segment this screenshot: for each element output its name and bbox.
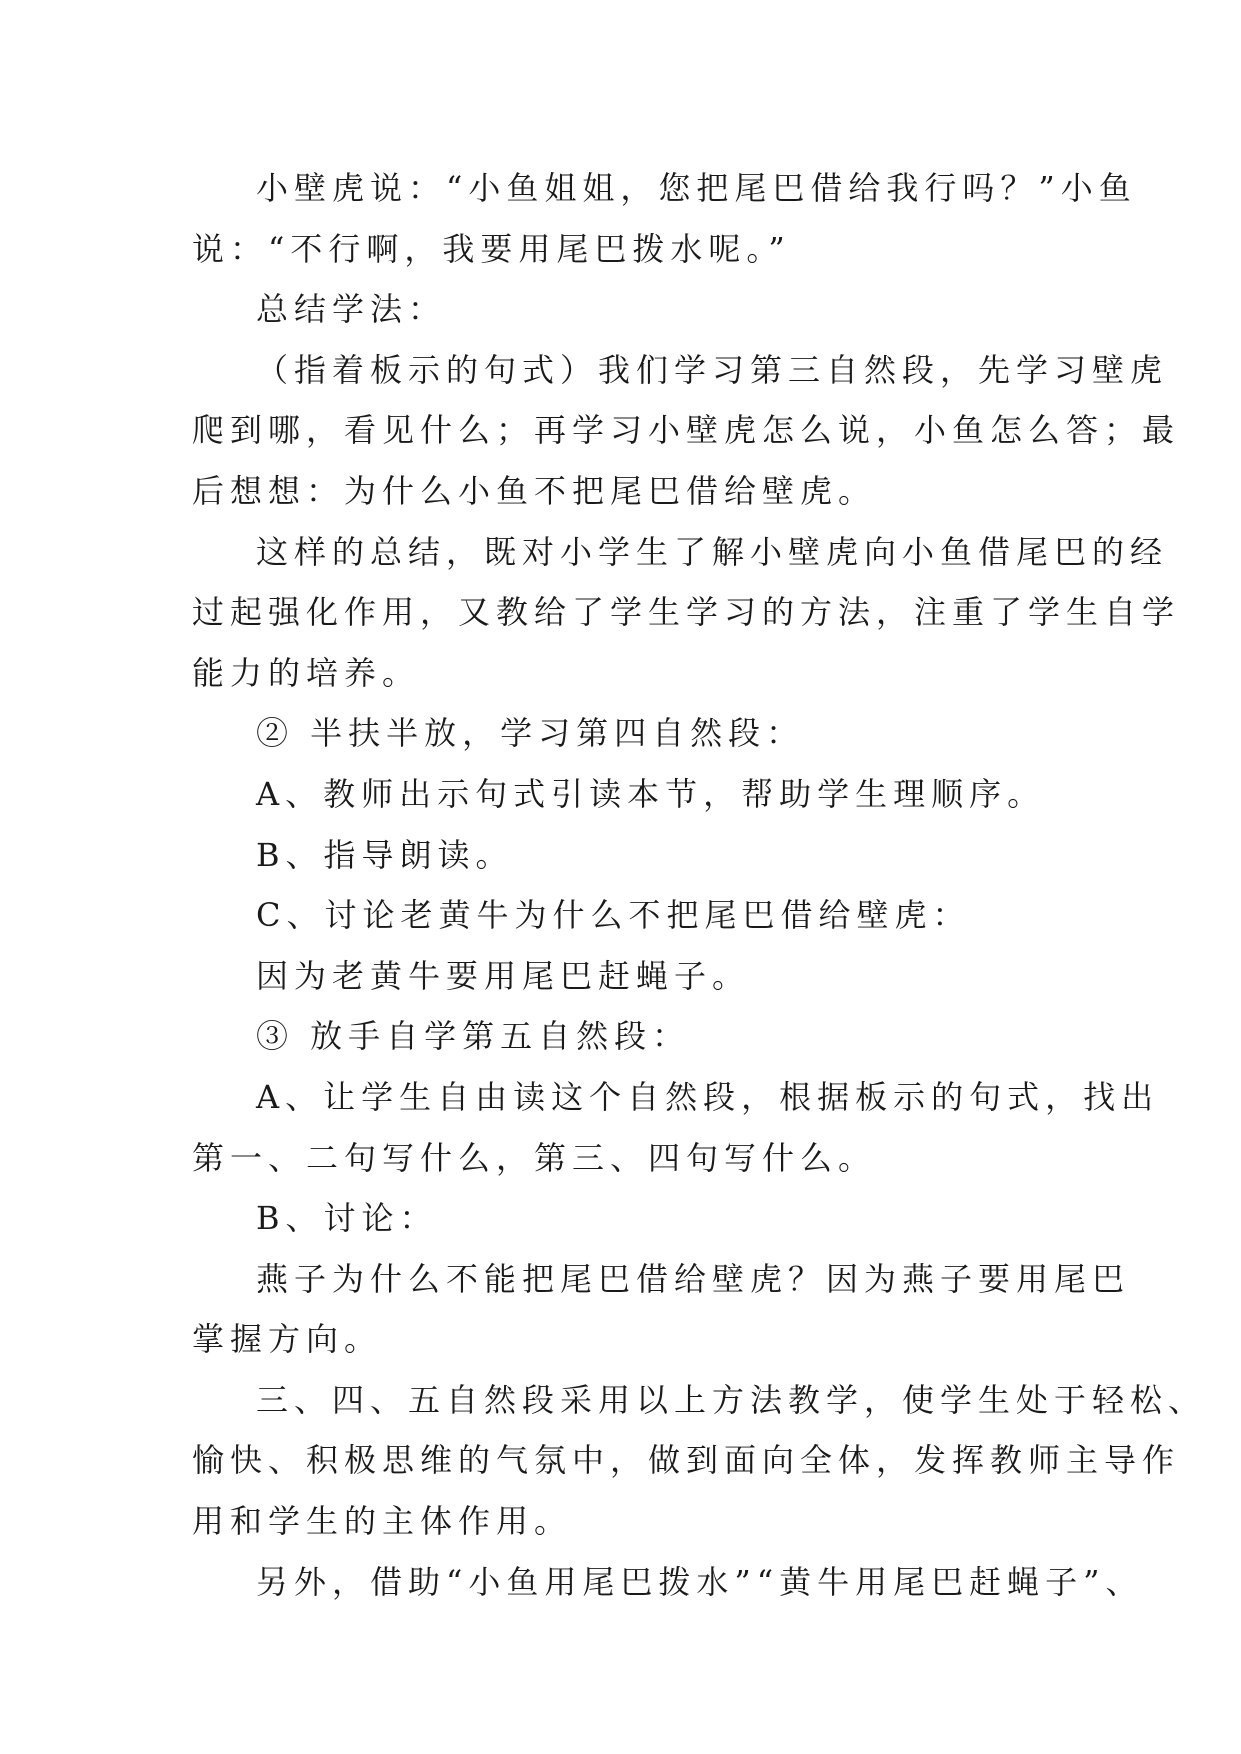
- list-item: ③ 放手自学第五自然段：: [256, 1017, 691, 1056]
- text-line: 小壁虎说：“小鱼姐姐，您把尾巴借给我行吗？”小鱼: [256, 169, 1137, 207]
- text-line: 因为老黄牛要用尾巴赶蝇子。: [256, 956, 751, 995]
- list-item: ② 半扶半放，学习第四自然段：: [256, 714, 805, 753]
- text-line: 过起强化作用，又教给了学生学习的方法，注重了学生自学: [192, 593, 1181, 632]
- text-line: 掌握方向。: [192, 1320, 383, 1359]
- text-line: 用和学生的主体作用。: [192, 1502, 573, 1541]
- section-heading: 总结学法：: [256, 290, 447, 329]
- text-line: 这样的总结，既对小学生了解小壁虎向小鱼借尾巴的经: [256, 532, 1169, 571]
- list-item: A、教师出示句式引读本节，帮助学生理顺序。: [256, 774, 1046, 813]
- list-item: C、讨论老黄牛为什么不把尾巴借给壁虎：: [256, 896, 971, 935]
- text-line: 三、四、五自然段采用以上方法教学，使学生处于轻松、: [256, 1380, 1207, 1419]
- text-line: 愉快、积极思维的气氛中，做到面向全体，发挥教师主导作: [192, 1441, 1181, 1480]
- text-line: （指着板示的句式）我们学习第三自然段，先学习壁虎: [256, 350, 1169, 389]
- list-item: B、指导朗读。: [256, 835, 514, 874]
- document-page: [192, 158, 1207, 1612]
- text-line: 燕子为什么不能把尾巴借给壁虎？因为燕子要用尾巴: [256, 1259, 1131, 1298]
- text-line: 爬到哪，看见什么；再学习小壁虎怎么说，小鱼怎么答；最: [192, 411, 1181, 450]
- text-line: 说：“不行啊，我要用尾巴拨水呢。”: [192, 229, 791, 268]
- list-item: B、讨论：: [256, 1199, 438, 1238]
- list-item: A、让学生自由读这个自然段，根据板示的句式，找出: [256, 1077, 1160, 1116]
- text-line: 能力的培养。: [192, 653, 421, 692]
- text-line: 后想想：为什么小鱼不把尾巴借给壁虎。: [192, 471, 877, 510]
- text-line: 另外，借助“小鱼用尾巴拨水”“黄牛用尾巴赶蝇子”、: [256, 1562, 1144, 1601]
- text-line: 第一、二句写什么，第三、四句写什么。: [192, 1138, 877, 1177]
